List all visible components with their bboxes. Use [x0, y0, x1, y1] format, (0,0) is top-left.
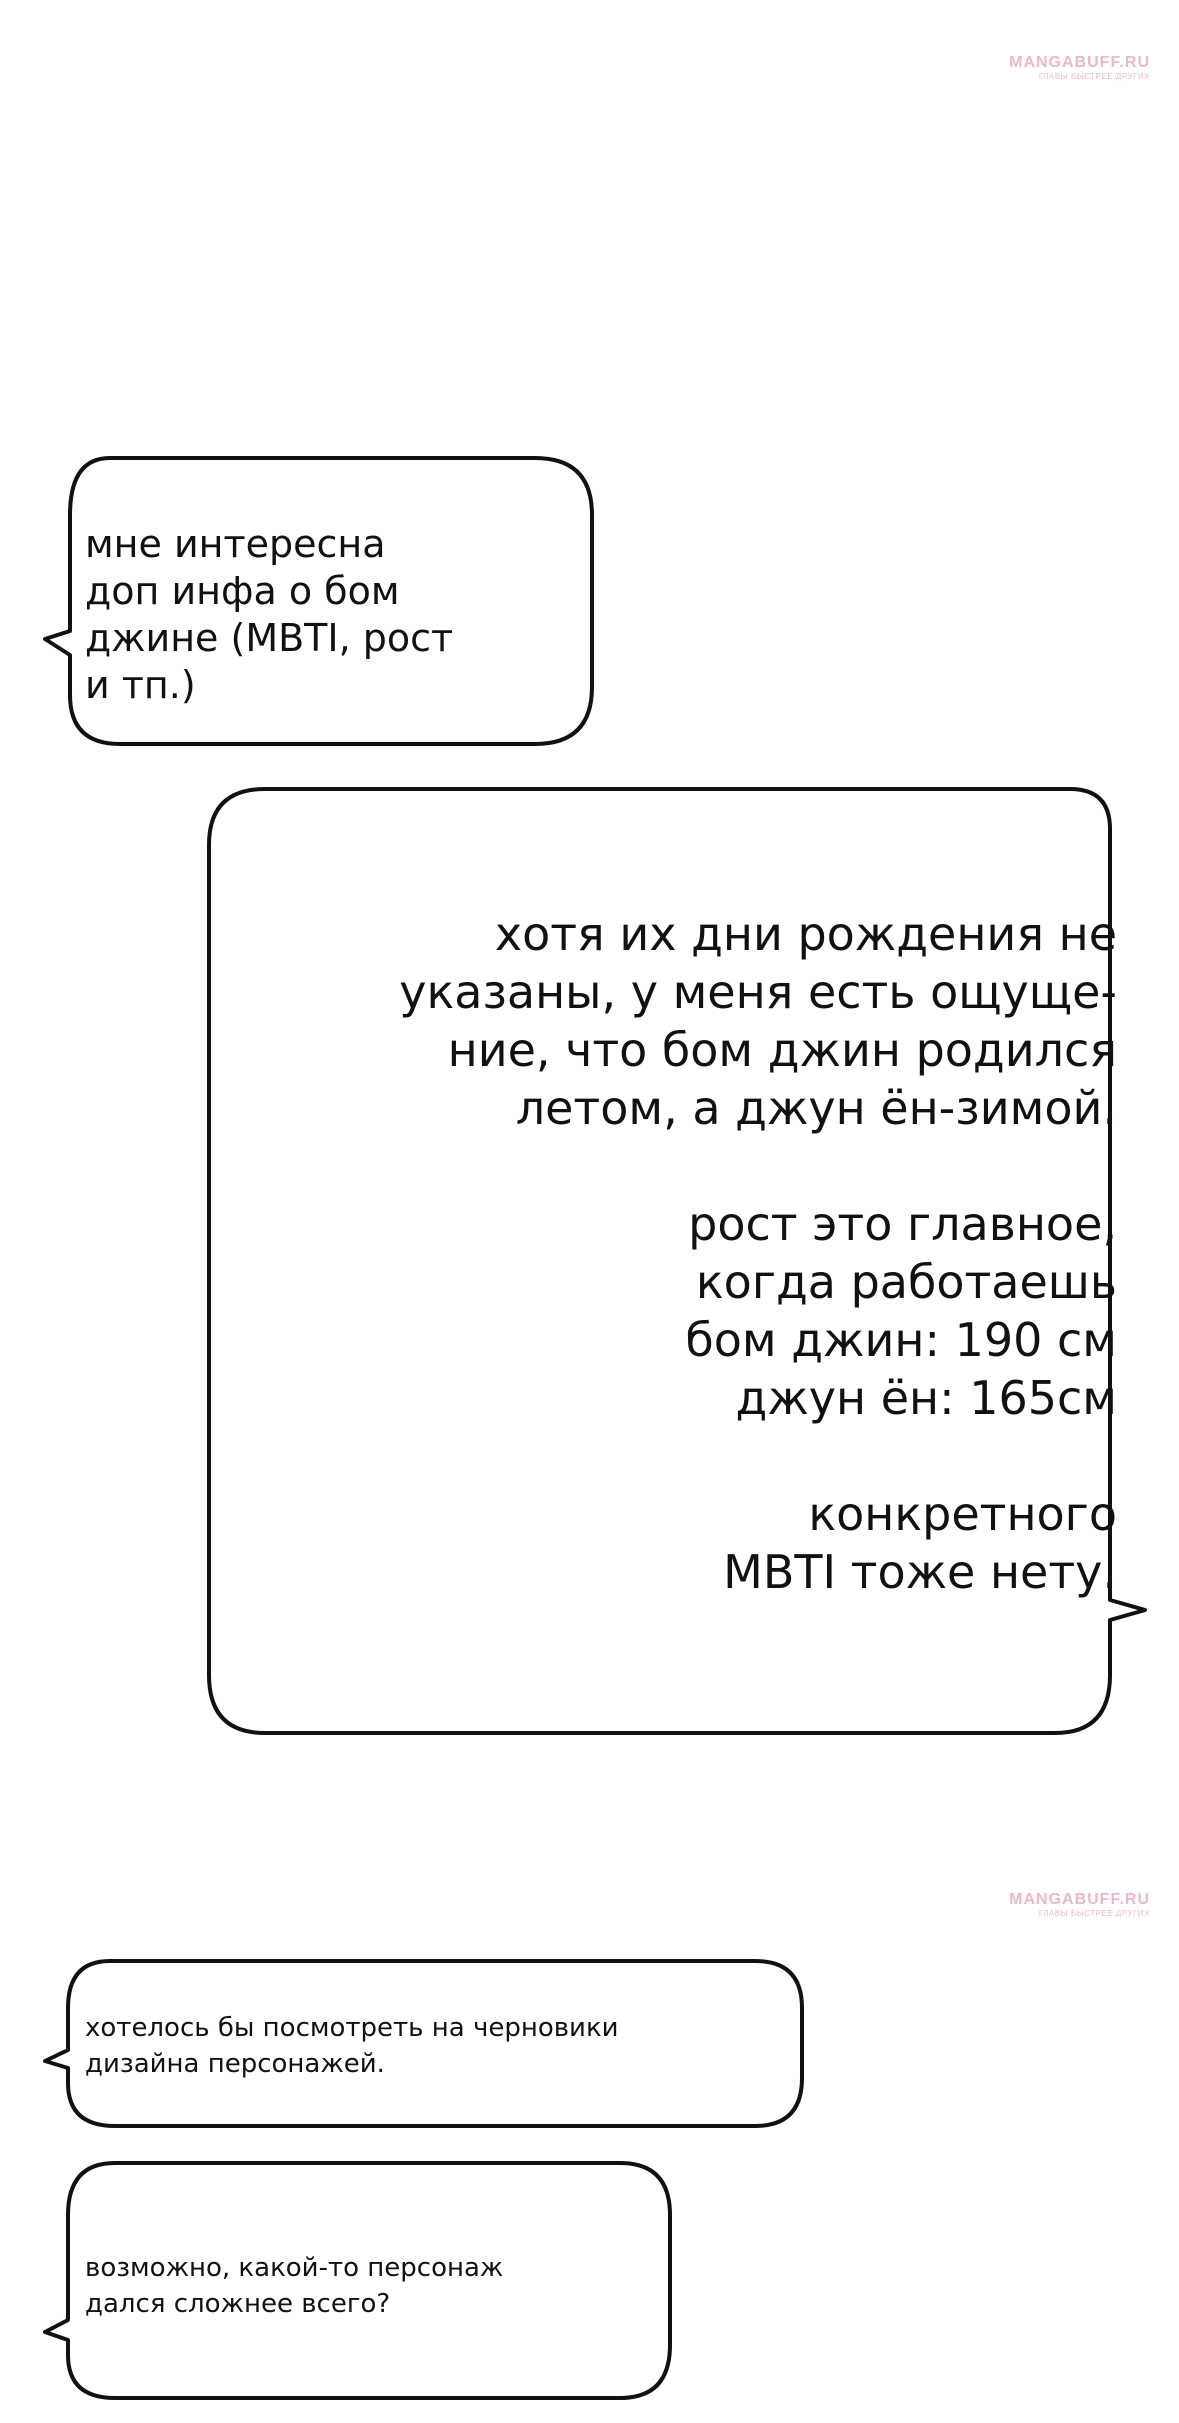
speech-bubble-question-3: [40, 2160, 680, 2405]
watermark-middle: [960, 1892, 1150, 1918]
speech-bubble-question-2: [40, 1958, 810, 2133]
watermark-brand: MANGABUFF.RU: [1009, 1891, 1150, 1908]
bubble-text: мне интересна доп инфа о бом джине (MBTI, рост и тп.): [85, 522, 454, 707]
watermark-brand: MANGABUFF.RU: [1009, 54, 1150, 71]
speech-bubble-question-1: [40, 455, 600, 750]
speech-bubble-answer-1: [205, 785, 1165, 1740]
bubble-text: возможно, какой-то персонаж дался сложнее всего?: [85, 2253, 504, 2319]
bubble-text: хотя их дни рождения не указаны, у меня есть ощуще- ние, что бом джин родился летом, а джун ён-зимой. рост это главное, когда работаешь бом джин: 190 см джун ён: 165см конкретного MBTI тоже нету.: [399, 907, 1117, 1599]
watermark-tagline: ГЛАВЫ БЫСТРЕЕ ДРУГИХ: [1038, 1909, 1150, 1918]
watermark-tagline: ГЛАВЫ БЫСТРЕЕ ДРУГИХ: [1038, 72, 1150, 81]
watermark-top: [960, 55, 1150, 81]
bubble-text: хотелось бы посмотреть на черновики дизайна персонажей.: [85, 2013, 619, 2079]
